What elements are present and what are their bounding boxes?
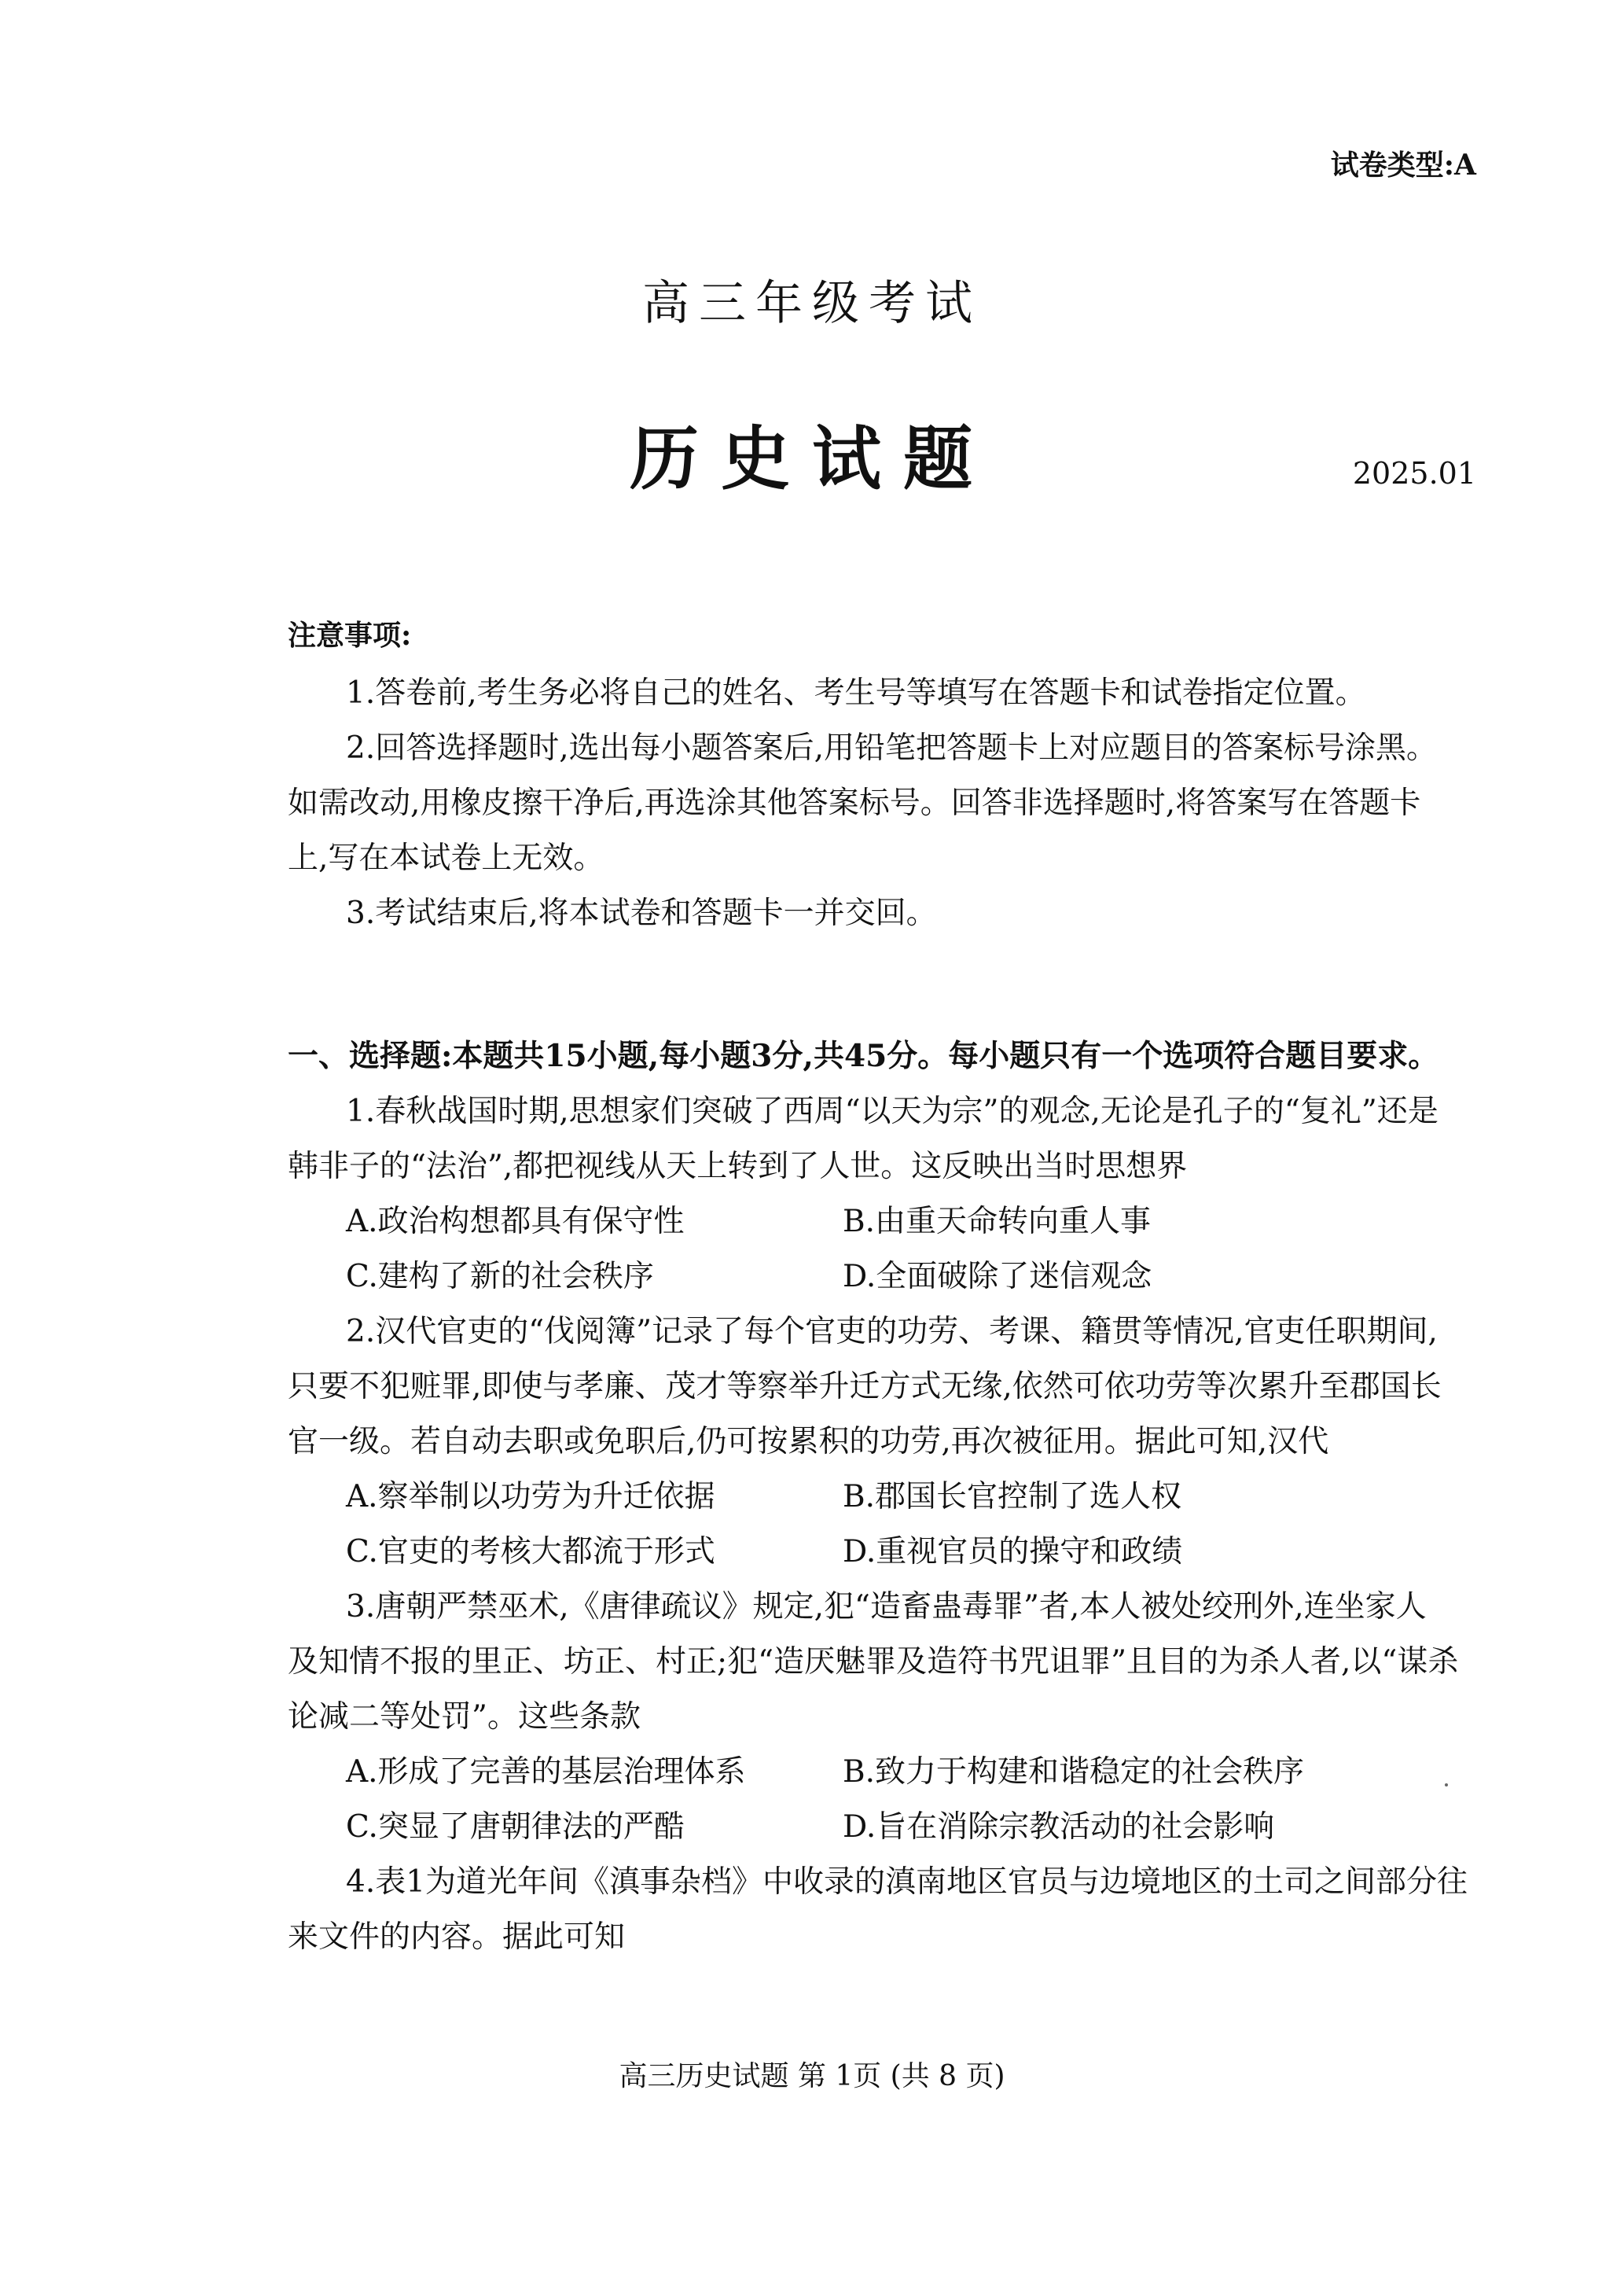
- q2-option-a: A.察举制以功劳为升迁依据: [346, 1479, 715, 1514]
- subject-title: 历史试题: [629, 418, 994, 499]
- q1-option-d: D.全面破除了迷信观念: [843, 1259, 1152, 1294]
- notes-heading: 注意事项:: [288, 619, 412, 652]
- q3-option-b: B.致力于构建和谐稳定的社会秩序: [843, 1754, 1305, 1790]
- q4-stem-line-2: 来文件的内容。据此可知: [288, 1919, 626, 1955]
- q3-stem-line-3: 论减二等处罚”。这些条款: [288, 1699, 641, 1735]
- q4-stem-line-1: 4.表1为道光年间《滇事杂档》中收录的滇南地区官员与边境地区的土司之间部分往: [346, 1864, 1468, 1900]
- section-title: 一、选择题:本题共15小题,每小题3分,共45分。每小题只有一个选项符合题目要求。: [288, 1038, 1439, 1074]
- q2-stem-line-1: 2.汉代官吏的“伐阅簿”记录了每个官吏的功劳、考课、籍贯等情况,官吏任职期间,: [346, 1314, 1438, 1349]
- page-footer: 高三历史试题 第 1页 (共 8 页): [619, 2060, 1005, 2092]
- q3-option-d: D.旨在消除宗教活动的社会影响: [843, 1809, 1275, 1845]
- q2-option-c: C.官吏的考核大都流于形式: [346, 1534, 715, 1569]
- scan-speck: [1445, 1783, 1448, 1786]
- q1-stem-line-2: 韩非子的“法治”,都把视线从天上转到了人世。这反映出当时思想界: [288, 1149, 1188, 1184]
- q3-option-a: A.形成了完善的基层治理体系: [346, 1754, 746, 1790]
- q2-option-b: B.郡国长官控制了选人权: [843, 1479, 1182, 1514]
- q2-stem-line-2: 只要不犯赃罪,即使与孝廉、茂才等察举升迁方式无缘,依然可依功劳等次累升至郡国长: [288, 1369, 1442, 1404]
- q3-option-c: C.突显了唐朝律法的严酷: [346, 1809, 685, 1845]
- note-item-2: 2.回答选择题时,选出每小题答案后,用铅笔把答题卡上对应题目的答案标号涂黑。: [346, 730, 1438, 766]
- exam-date: 2025.01: [1352, 456, 1476, 491]
- note-item-2-cont-2: 上,写在本试卷上无效。: [288, 841, 604, 876]
- q1-option-a: A.政治构想都具有保守性: [346, 1204, 685, 1239]
- q1-option-c: C.建构了新的社会秩序: [346, 1259, 654, 1294]
- paper-type-label: 试卷类型:A: [1330, 149, 1476, 182]
- exam-name: 高三年级考试: [642, 276, 982, 331]
- note-item-3: 3.考试结束后,将本试卷和答题卡一并交回。: [346, 896, 937, 931]
- q1-stem-line-1: 1.春秋战国时期,思想家们突破了西周“以天为宗”的观念,无论是孔子的“复礼”还是: [346, 1094, 1438, 1129]
- note-item-2-cont: 如需改动,用橡皮擦干净后,再选涂其他答案标号。回答非选择题时,将答案写在答题卡: [288, 786, 1421, 821]
- q2-stem-line-3: 官一级。若自动去职或免职后,仍可按累积的功劳,再次被征用。据此可知,汉代: [288, 1424, 1329, 1459]
- q1-option-b: B.由重天命转向重人事: [843, 1204, 1152, 1239]
- note-item-1: 1.答卷前,考生务必将自己的姓名、考生号等填写在答题卡和试卷指定位置。: [346, 675, 1366, 711]
- q2-option-d: D.重视官员的操守和政绩: [843, 1534, 1183, 1569]
- q3-stem-line-2: 及知情不报的里正、坊正、村正;犯“造厌魅罪及造符书咒诅罪”且目的为杀人者,以“谋杀: [288, 1644, 1459, 1680]
- q3-stem-line-1: 3.唐朝严禁巫术,《唐律疏议》规定,犯“造畜蛊毒罪”者,本人被处绞刑外,连坐家人: [346, 1589, 1427, 1624]
